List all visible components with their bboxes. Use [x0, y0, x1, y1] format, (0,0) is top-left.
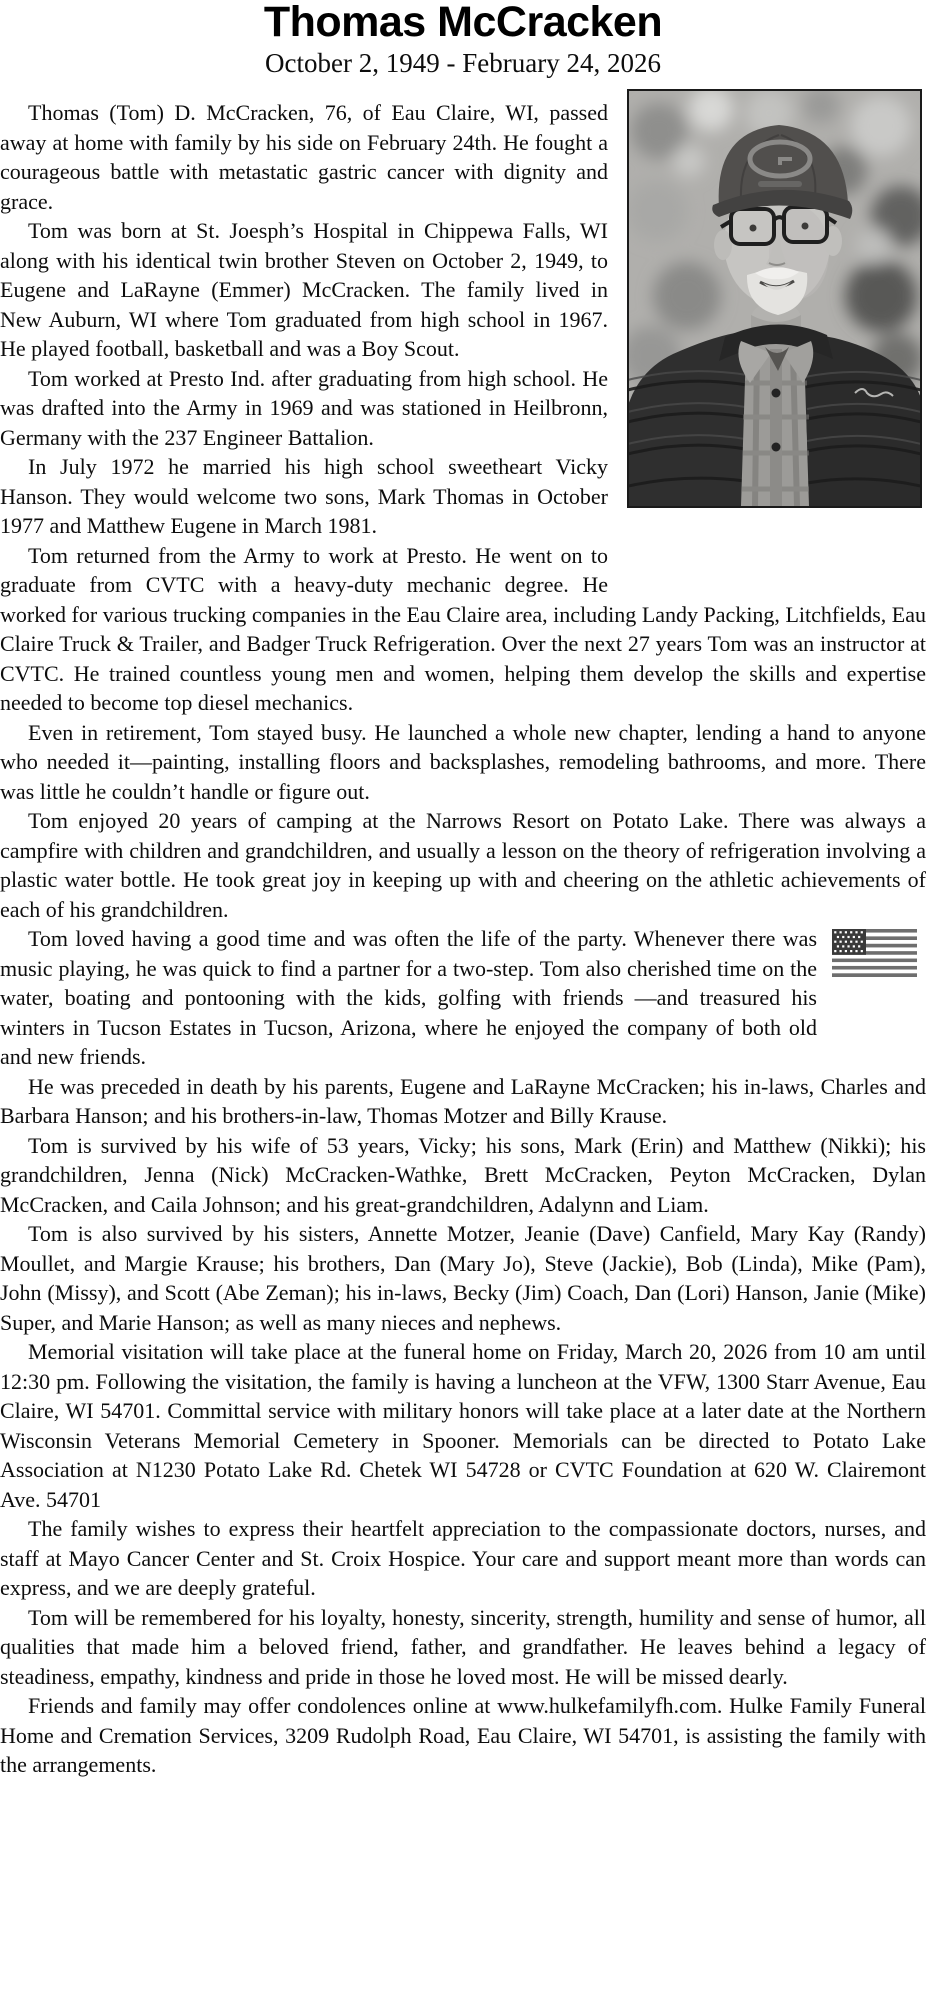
obituary-paragraph-5: Tom returned from the Army to work at Presto. He went on to graduate from CVTC with a heavy-duty mechanic degree. He worked for various trucking companies in the Eau Claire area, including Landy Packing, Litchfields, Eau Claire Truck & Trailer, and Badger Truck Refrigeration. Over the next 27 years Tom was an instructor at CVTC. He trained countless young men and women, helping them develop the skills and expertise needed to become top diesel mechanics. [0, 542, 926, 715]
life-dates: October 2, 1949 - February 24, 2026 [265, 48, 661, 78]
obituary-paragraph-8: Tom loved having a good time and was often the life of the party. Whenever there was music playing, he was quick to find a partner for a two-step. Tom also cherished time on the water, boating and pontooning with the kids, golfing with friends —and treasured his winters in Tucson Estates in Tucson, Arizona, where he enjoyed the company of both old and new friends. [0, 926, 817, 1069]
obituary-paragraph-10: Tom is survived by his wife of 53 years, Vicky; his sons, Mark (Erin) and Matthew (Nikki); his grandchildren, Jenna (Nick) McCracken-Wathke, Brett McCracken, Peyton McCracken, Dylan McCracken, and Caila Johnson; and his great-grandchildren, Adalynn and Liam. [0, 1132, 926, 1217]
portrait-image [629, 91, 920, 506]
obituary-paragraph-14: Tom will be remembered for his loyalty, honesty, sincerity, strength, humility and sense of humor, all qualities that made him a beloved friend, father, and grandfather. He leaves behind a legacy of steadiness, empathy, kindness and pride in those he loved most. He will be missed dearly. [0, 1604, 926, 1689]
obituary-paragraph-4: In July 1972 he married his high school sweetheart Vicky Hanson. They would welcome two sons, Mark Thomas in October 1977 and Matthew Eugene in March 1981. [0, 454, 608, 538]
obituary-paragraph-9: He was preceded in death by his parents, Eugene and LaRayne McCracken; his in-laws, Charles and Barbara Hanson; and his brothers-in-law, Thomas Motzer and Billy Krause. [0, 1073, 926, 1128]
obituary-body [0, 98, 926, 1780]
page-title: Thomas McCracken [263, 0, 663, 46]
obituary-paragraph-7: Tom enjoyed 20 years of camping at the Narrows Resort on Potato Lake. There was always a campfire with children and grandchildren, and usually a lesson on the theory of refrigeration involving a plastic water bottle. He took great joy in keeping up with and cheering on the athletic achievements of each of his grandchildren. [0, 808, 926, 922]
obituary-paragraph-1: Thomas (Tom) D. McCracken, 76, of Eau Claire, WI, passed away at home with family by his side on February 24th. He fought a courageous battle with metastatic gastric cancer with dignity and grace. [0, 100, 608, 214]
us-flag-icon [832, 929, 917, 977]
obituary-paragraph-11: Tom is also survived by his sisters, Annette Motzer, Jeanie (Dave) Canfield, Mary Kay (Randy) Moullet, and Margie Krause; his brothers, Dan (Mary Jo), Steve (Jackie), Bob (Linda), Mike (Pam), John (Missy), and Scott (Abe Zeman); his in-laws, Becky (Jim) Coach, Dan (Lori) Hanson, Janie (Mike) Super, and Marie Hanson; as well as many nieces and nephews. [0, 1221, 926, 1335]
portrait-photo [627, 89, 922, 508]
obituary-paragraph-6: Even in retirement, Tom stayed busy. He launched a whole new chapter, lending a hand to anyone who needed it—painting, installing floors and backsplashes, remodeling bathrooms, and more. There was little he couldn’t handle or figure out. [0, 719, 926, 804]
obituary-paragraph-3: Tom worked at Presto Ind. after graduating from high school. He was drafted into the Army in 1969 and was stationed in Heilbronn, Germany with the 237 Engineer Battalion. [0, 365, 608, 450]
obituary-paragraph-15: Friends and family may offer condolences online at www.hulkefamilyfh.com. Hulke Family Funeral Home and Cremation Services, 3209 Rudolph Road, Eau Claire, WI 54701, is assisting the family with the arrangements. [0, 1693, 926, 1777]
obituary-paragraph-12: Memorial visitation will take place at the funeral home on Friday, March 20, 2026 from 10 am until 12:30 pm. Following the visitation, the family is having a luncheon at the VFW, 1300 Starr Avenue, Eau Claire, WI 54701. Committal service with military honors will take place at a later date at the Northern Wisconsin Veterans Memorial Cemetery in Spooner. Memorials can be directed to Potato Lake Association at N1230 Potato Lake Rd. Chetek WI 54728 or CVTC Foundation at 620 W. Clairemont Ave. 54701 [0, 1339, 926, 1512]
masthead [0, 0, 926, 81]
obituary-paragraph-2: Tom was born at St. Joesph’s Hospital in Chippewa Falls, WI along with his identical twin brother Steven on October 2, 1949, to Eugene and LaRayne (Emmer) McCracken. The family lived in New Auburn, WI where Tom graduated from high school in 1967. He played football, basketball and was a Boy Scout. [0, 218, 608, 361]
obituary-paragraph-13: The family wishes to express their heartfelt appreciation to the compassionate doctors, nurses, and staff at Mayo Cancer Center and St. Croix Hospice. Your care and support meant more than words can express, and we are deeply grateful. [0, 1516, 926, 1600]
flag-canton [832, 929, 866, 955]
